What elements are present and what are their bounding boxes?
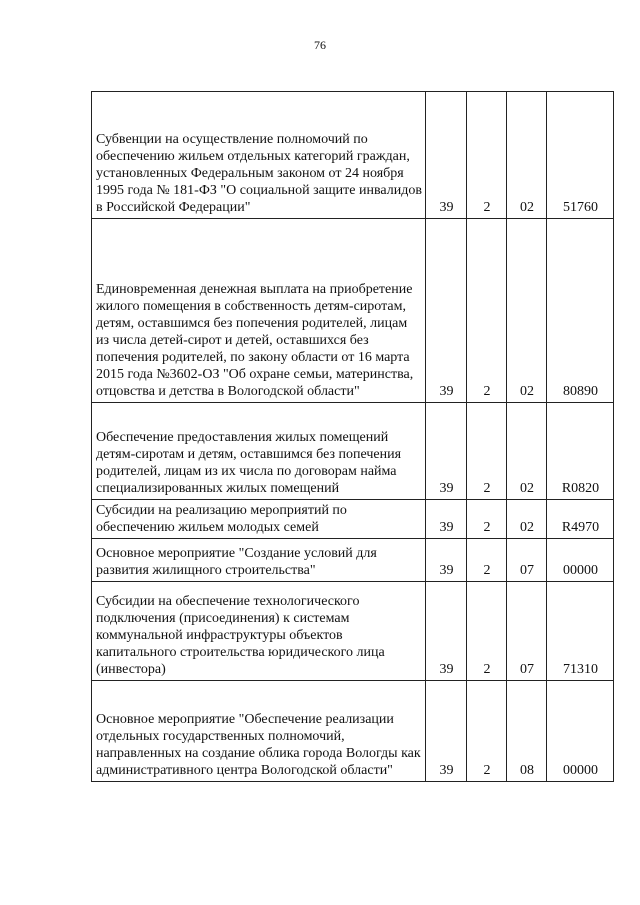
table-row bbox=[92, 219, 614, 403]
row-code-2: 2 bbox=[467, 500, 507, 539]
page-number: 76 bbox=[314, 38, 326, 52]
row-code-2: 2 bbox=[467, 681, 507, 782]
row-code-3: 02 bbox=[507, 92, 547, 219]
row-code-3: 07 bbox=[507, 539, 547, 582]
row-code-1: 39 bbox=[426, 500, 467, 539]
row-code-4: 51760 bbox=[547, 92, 614, 219]
row-code-1: 39 bbox=[426, 539, 467, 582]
table-row bbox=[92, 539, 614, 582]
row-description: Обеспечение предоставления жилых помещений детям-сиротам и детям, оставшимся без попечения родителей, лицам из их числа по договорам найма специализированных жилых помещений bbox=[92, 403, 426, 500]
row-code-4: 00000 bbox=[547, 539, 614, 582]
row-code-4: 80890 bbox=[547, 219, 614, 403]
row-code-1: 39 bbox=[426, 92, 467, 219]
row-code-1: 39 bbox=[426, 681, 467, 782]
row-code-3: 02 bbox=[507, 500, 547, 539]
row-code-1: 39 bbox=[426, 403, 467, 500]
row-code-2: 2 bbox=[467, 539, 507, 582]
row-code-2: 2 bbox=[467, 403, 507, 500]
row-code-3: 02 bbox=[507, 403, 547, 500]
row-code-2: 2 bbox=[467, 219, 507, 403]
table-row bbox=[92, 92, 614, 219]
table-row bbox=[92, 403, 614, 500]
row-description: Единовременная денежная выплата на приобретение жилого помещения в собственность детям-сиротам, детям, оставшимся без попечения родителей, лицам из числа детей-сирот и детей, оставшихся без попечения родителей, по закону области от 16 марта 2015 года №3602-ОЗ "Об охране семьи, материнства, отцовства и детства в Вологодской области" bbox=[92, 219, 426, 403]
row-code-1: 39 bbox=[426, 219, 467, 403]
row-code-3: 02 bbox=[507, 219, 547, 403]
row-code-4: R4970 bbox=[547, 500, 614, 539]
row-code-3: 07 bbox=[507, 582, 547, 681]
row-code-4: R0820 bbox=[547, 403, 614, 500]
row-code-3: 08 bbox=[507, 681, 547, 782]
row-code-2: 2 bbox=[467, 92, 507, 219]
table-row bbox=[92, 582, 614, 681]
row-code-1: 39 bbox=[426, 582, 467, 681]
table-row bbox=[92, 681, 614, 782]
row-description: Основное мероприятие "Создание условий для развития жилищного строительства" bbox=[92, 539, 426, 582]
table-row bbox=[92, 500, 614, 539]
row-code-2: 2 bbox=[467, 582, 507, 681]
row-description: Субсидии на обеспечение технологического подключения (присоединения) к системам коммунальной инфраструктуры объектов капитального строительства юридического лица (инвестора) bbox=[92, 582, 426, 681]
budget-table bbox=[91, 91, 614, 782]
row-description: Субсидии на реализацию мероприятий по обеспечению жильем молодых семей bbox=[92, 500, 426, 539]
row-code-4: 00000 bbox=[547, 681, 614, 782]
row-description: Субвенции на осуществление полномочий по обеспечению жильем отдельных категорий граждан, установленных Федеральным законом от 24 ноября 1995 года № 181-ФЗ "О социальной защите инвалидов в Российской Федерации" bbox=[92, 92, 426, 219]
row-description: Основное мероприятие "Обеспечение реализации отдельных государственных полномочий, направленных на создание облика города Вологды как административного центра Вологодской области" bbox=[92, 681, 426, 782]
row-code-4: 71310 bbox=[547, 582, 614, 681]
